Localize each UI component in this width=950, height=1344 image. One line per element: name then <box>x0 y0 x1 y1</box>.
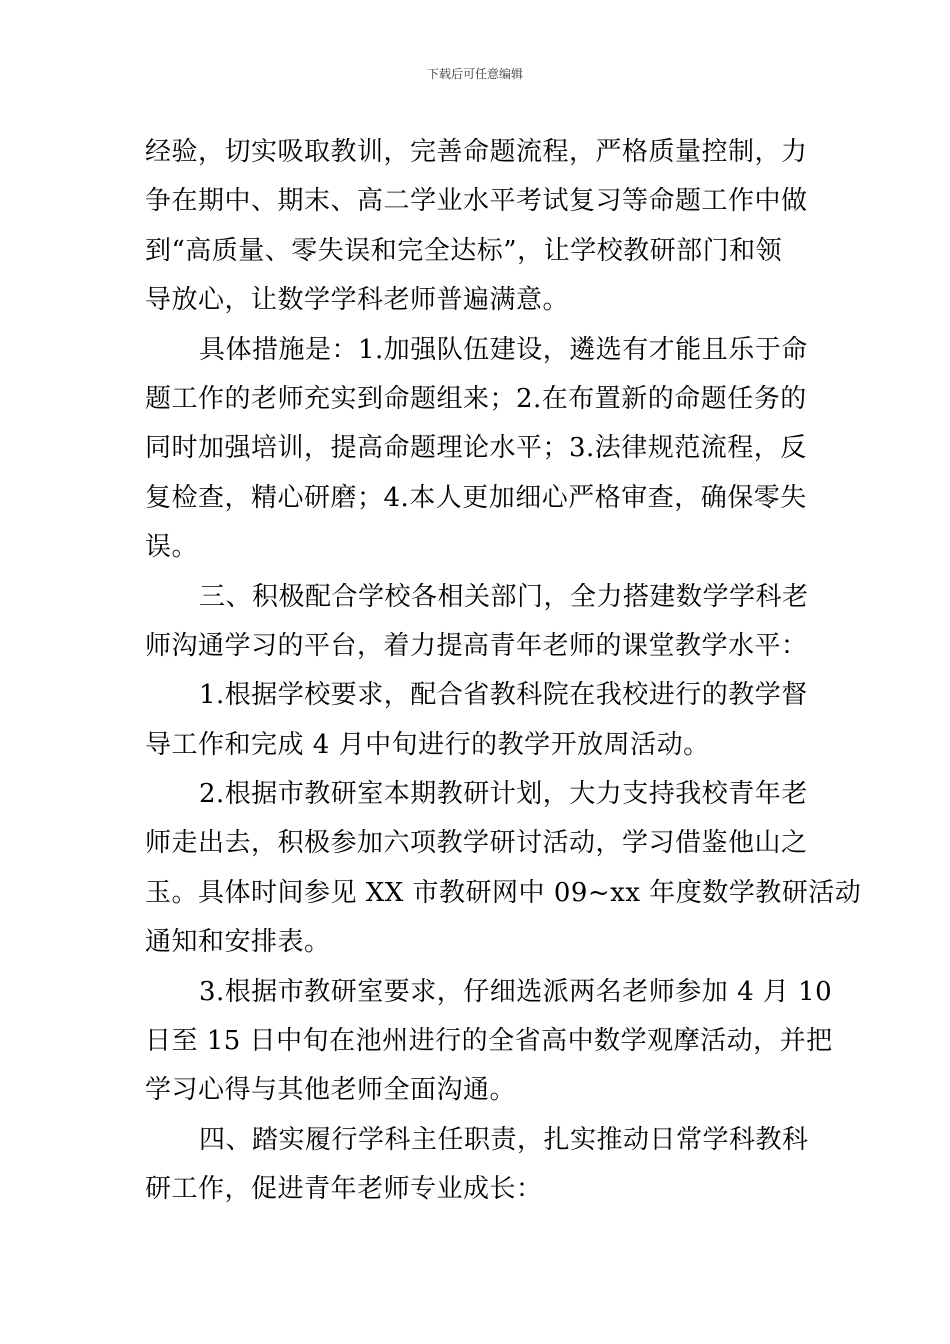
paragraph <box>145 671 807 770</box>
text-line: 通知和安排表。 <box>145 927 331 958</box>
text-line: 具体措施是：1.加强队伍建设，遴选有才能且乐于命 <box>199 334 808 365</box>
text-line: 到“高质量、零失误和完全达标”，让学校教研部门和领 <box>145 235 783 266</box>
paragraph <box>145 968 833 1116</box>
text-line: 3.根据市教研室要求，仔细选派两名老师参加 4 月 10 <box>199 976 833 1007</box>
text-line: 四、踏实履行学科主任职责，扎实推动日常学科教科 <box>199 1124 809 1155</box>
text-line: 日至 15 日中旬在池州进行的全省高中数学观摩活动，并把 <box>145 1026 833 1057</box>
paragraph <box>145 770 862 968</box>
text-line: 同时加强培训，提高命题理论水平；3.法律规范流程，反 <box>145 433 807 464</box>
document-body <box>145 128 862 1215</box>
text-line: 经验，切实吸取教训，完善命题流程，严格质量控制，力 <box>145 137 808 167</box>
text-line: 2.根据市教研室本期教研计划，大力支持我校青年老 <box>199 779 808 810</box>
paragraph <box>145 1116 807 1215</box>
page-header: 下载后可任意编辑 <box>426 67 523 81</box>
paragraph <box>145 573 807 672</box>
text-line: 玉。具体时间参见 XX 市教研网中 09~xx 年度数学教研活动 <box>145 877 862 908</box>
text-line: 误。 <box>145 532 199 563</box>
text-line: 导放心，让数学学科老师普遍满意。 <box>145 285 570 316</box>
text-line: 争在期中、期末、高二学业水平考试复习等命题工作中做 <box>145 186 808 217</box>
paragraph <box>145 128 807 326</box>
text-line: 三、积极配合学校各相关部门，全力搭建数学学科老 <box>199 581 809 612</box>
text-line: 题工作的老师充实到命题组来；2.在布置新的命题任务的 <box>145 383 807 414</box>
text-line: 学习心得与其他老师全面沟通。 <box>145 1075 517 1106</box>
text-line: 复检查，精心研磨；4.本人更加细心严格审查，确保零失 <box>145 482 807 513</box>
text-line: 1.根据学校要求，配合省教科院在我校进行的教学督 <box>199 680 808 711</box>
text-line: 研工作，促进青年老师专业成长： <box>145 1174 543 1205</box>
text-line: 导工作和完成 4 月中旬进行的教学开放周活动。 <box>145 729 710 760</box>
text-line: 师沟通学习的平台，着力提高青年老师的课堂教学水平： <box>145 630 808 661</box>
paragraph <box>145 326 807 573</box>
text-line: 师走出去，积极参加六项教学研讨活动，学习借鉴他山之 <box>145 828 808 859</box>
